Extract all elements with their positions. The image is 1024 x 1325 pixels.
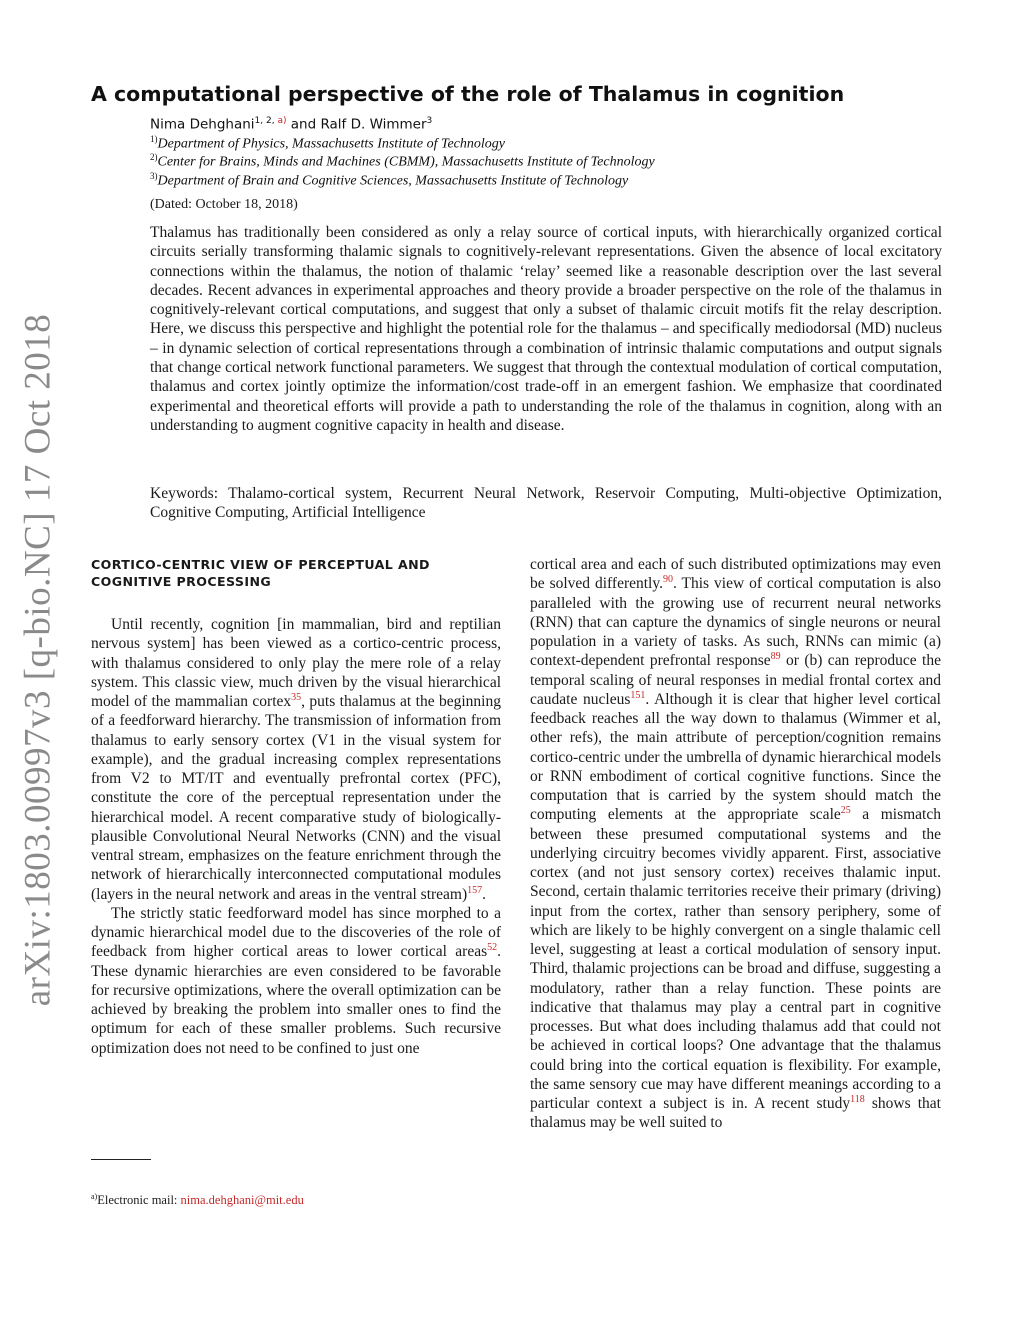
citation-52[interactable]: 52	[487, 942, 498, 954]
affiliation-1: $^{1)}$Department of Physics, Massachusetts Institute of Technology	[150, 134, 505, 152]
abstract: Thalamus has traditionally been considered as only a relay source of cortical inputs, with hierarchically organized cortical circuits serially transforming thalamic signals to cognitively-relevant representations. Given the absence of local excitatory connections within the thalamus, the notion of thalamic ‘relay’ seemed like a reasonable description over the last several decades. Recent advances in experimental approaches and theory provide a broader perspective on the role of the thalamus in cognitively-relevant cortical computations, and suggest that only a subset of thalamic circuit motifs fit the relay description. Here, we discuss this perspective and highlight the potential role for the thalamus – and specifically mediodorsal (MD) nucleus – in dynamic selection of cortical representations through a combination of intrinsic thalamic computations and output signals that change cortical network functional parameters. We suggest that through the contextual modulation of cortical computation, thalamus and cortex jointly optimize the information/cost trade-off in an emergent fashion. We emphasize that coordinated experimental and theoretical efforts will provide a path to understanding the role of the thalamus in cognition, along with an understanding to augment cognitive capacity in health and disease.	[150, 224, 942, 434]
footnote: $^{a)}$Electronic mail: nima.dehghani@mit.edu	[91, 1192, 304, 1208]
citation-35[interactable]: 35	[291, 691, 302, 703]
author-name-1: Nima Dehghani	[150, 116, 255, 133]
citation-89[interactable]: 89	[770, 651, 781, 663]
paragraph-2: The strictly static feedforward model has since morphed to a dynamic hierarchical model due to the discoveries of the role of feedback from higher cortical areas to lower cortical areas$^{52}$. These dynamic hierarchies are even considered to be favorable for recursive optimizations, where the overall optimization can be achieved by breaking the problem into smaller ones to find the optimum for each of these smaller problems. Such recursive optimization does not need to be confined to just one	[91, 904, 501, 1057]
citation-118[interactable]: 118	[850, 1093, 865, 1105]
paragraph-3: cortical area and each of such distributed optimizations may even be solved differently.$^{90}$. This view of cortical computation is also paralleled with the growing use of recurrent neural networks (RNN) that can capture the dynamics of single neurons or neural population in a variety of tasks. As such, RNNs can mimic (a) context-dependent prefrontal response$^{89}$ or (b) can reproduce the temporal scaling of neural responses in medial frontal cortex and caudate nucleus$^{151}$. Although it is clear that higher level cortical feedback reaches all the way down to thalamus (Wimmer et al, other refs), the main attribute of perception/cognition remains cortico-centric under the umbrella of dynamic hierarchical models or RNN embodiment of cortical cognitive functions. Since the computation that is carried by the system should match the computing elements at the appropriate scale$^{25}$ a mismatch between these presumed computational systems and the underlying circuitry becomes vividly apparent. First, associative cortex (and not just sensory cortex) receives thalamic input. Second, certain thalamic territories receive their primary (driving) input from the cortex, rather than sensory periphery, some of which are likely to be highly convergent on a single thalamic cell level, suggesting at least a cortical modulation of sensory input. Third, thalamic projections can be broad and diffuse, suggesting a modulatory, rather than a relay function. These points are indicative that thalamus may play a central part in cognitive processes. But what does including thalamus add that could not be achieved in cortical loops? One advantage that the thalamus could bring into the cortical equation is flexibility. For example, the same sensory cue may have different meanings according to a particular context a subject is in. A recent study$^{118}$ shows that thalamus may be well suited to	[530, 556, 941, 1132]
left-column	[91, 615, 501, 1058]
arxiv-sidebar	[8, 313, 68, 1007]
affiliation-2: $^{2)}$Center for Brains, Minds and Machines (CBMM), Massachusetts Institute of Technology	[150, 152, 655, 170]
dated-line: (Dated: October 18, 2018)	[150, 197, 298, 212]
citation-157[interactable]: 157	[467, 884, 483, 896]
footnote-divider	[91, 1159, 151, 1160]
author-name-2: and Ralf D. Wimmer	[286, 116, 427, 133]
citation-90[interactable]: 90	[662, 574, 673, 586]
author1-email-mark[interactable]: a)	[277, 116, 287, 126]
paper-title: A computational perspective of the role of Thalamus in cognition	[91, 82, 845, 106]
citation-151[interactable]: 151	[630, 689, 646, 701]
paragraph-1: Until recently, cognition [in mammalian, bird and reptilian nervous system] has been viewed as a cortico-centric process, with thalamus considered to only play the mere role of a relay system. This classic view, much driven by the visual hierarchical model of the mammalian cortex$^{35}$, puts thalamus at the beginning of a feedforward hierarchy. The transmission of information from thalamus to early sensory cortex (V1 in the visual system for example), and the gradual increasing complex representations from V2 to MT/IT and eventually prefrontal cortex (PFC), constitute the core of the perceptual representation under the hierarchical model. A recent comparative study of biologically-plausible Convolutional Neural Networks (CNN) and the visual ventral stream, emphasizes on the feature enrichment through the network of hierarchically interconnected computational modules (layers in the neural network and areas in the ventral stream)$^{157}$.	[91, 616, 501, 903]
affiliation-3: $^{3)}$Department of Brain and Cognitive Sciences, Massachusetts Institute of Technology	[150, 171, 629, 189]
author2-affiliation-mark: 3	[426, 116, 433, 126]
keywords: Keywords: Thalamo-cortical system, Recurrent Neural Network, Reservoir Computing, Multi-objective Optimization, Cognitive Computing, Artificial Intelligence	[150, 485, 942, 522]
arxiv-identifier: arXiv:1803.00997v3 [q-bio.NC] 17 Oct 2018	[17, 313, 59, 1007]
section-heading: CORTICO-CENTRIC VIEW OF PERCEPTUAL AND COGNITIVE PROCESSING	[91, 557, 430, 589]
author-line	[150, 116, 432, 133]
author1-affiliation-marks: 1, 2, a)	[254, 116, 287, 126]
right-column	[530, 555, 941, 1133]
email-link[interactable]: nima.dehghani@mit.edu	[180, 1193, 304, 1208]
citation-25[interactable]: 25	[840, 805, 851, 817]
